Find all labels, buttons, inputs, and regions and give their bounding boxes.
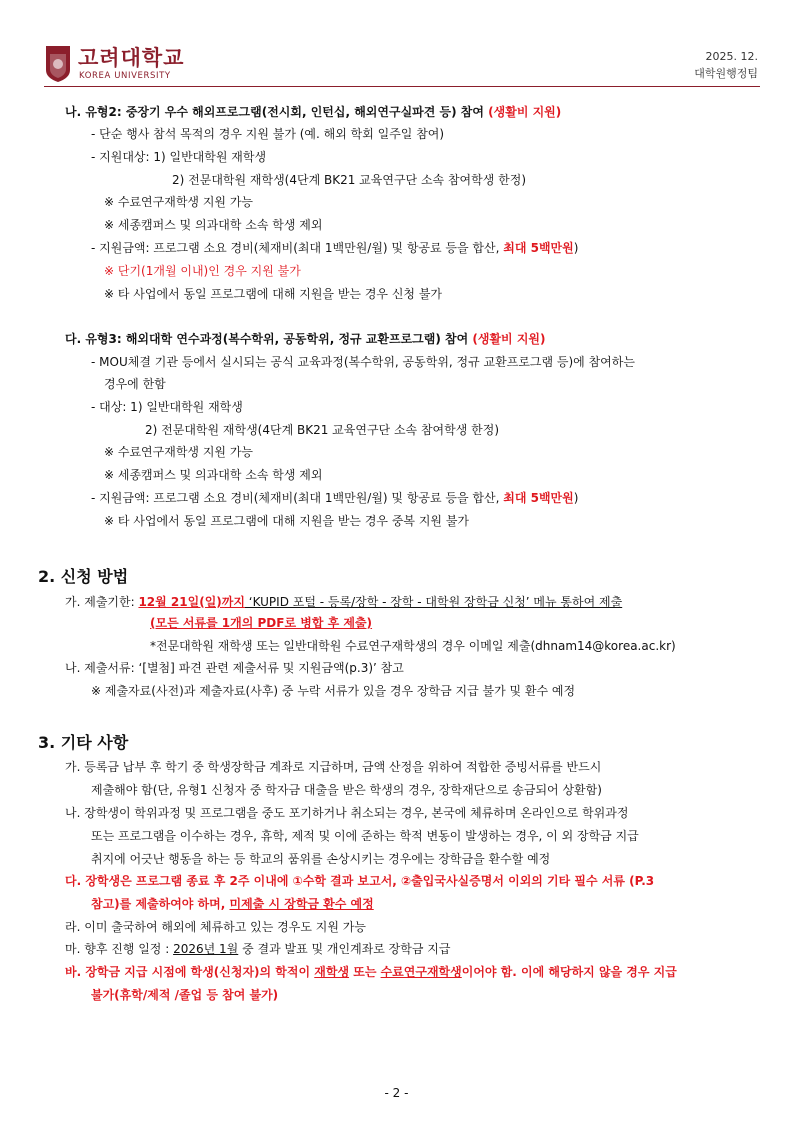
misc-item-e: 마. 향후 진행 일정 : 2026년 1월 중 결과 발표 및 개인계좌로 장학금 지급	[65, 942, 451, 956]
type3-note: ※ 세종캠퍼스 및 의과대학 소속 학생 제외	[104, 468, 323, 482]
type2-line: - 지원대상: 1) 일반대학원 재학생	[91, 150, 267, 164]
documents-line: 나. 제출서류: ‘[별첨] 파견 관련 제출서류 및 지원금액(p.3)’ 참고	[65, 661, 404, 675]
page-number: - 2 -	[384, 1086, 409, 1100]
email-submission-note: *전문대학원 재학생 또는 일반대학원 수료연구재학생의 경우 이메일 제출(dhnam14@korea.ac.kr)	[150, 639, 676, 653]
section-2-title: 2. 신청 방법	[38, 567, 129, 586]
type3-line: - 대상: 1) 일반대학원 재학생	[91, 400, 243, 414]
type3-heading: 다. 유형3: 해외대학 연수과정(복수학위, 공동학위, 정규 교환프로그램) 참여 (생활비 지원)	[65, 332, 546, 346]
type2-note: ※ 단기(1개월 이내)인 경우 지원 불가	[104, 264, 301, 278]
misc-item-a-cont: 제출해야 함(단, 유형1 신청자 중 학자금 대출을 받은 학생의 경우, 장학재단으로 송금되어 상환함)	[91, 783, 602, 797]
type3-note: ※ 수료연구재학생 지원 가능	[104, 445, 254, 459]
university-logo	[44, 44, 194, 84]
header-divider	[44, 86, 760, 87]
type2-note: ※ 타 사업에서 동일 프로그램에 대해 지원을 받는 경우 신청 불가	[104, 287, 443, 301]
pdf-merge-note: (모든 서류를 1개의 PDF로 병합 후 제출)	[150, 616, 373, 630]
misc-item-b-cont: 또는 프로그램을 이수하는 경우, 휴학, 제적 및 이에 준하는 학적 변동이 발생하는 경우, 이 외 장학금 지급	[91, 829, 639, 843]
documents-note: ※ 제출자료(사전)과 제출자료(사후) 중 누락 서류가 있을 경우 장학금 지급 불가 및 환수 예정	[91, 684, 576, 698]
misc-item-f: 바. 장학금 지급 시점에 학생(신청자)의 학적이 재학생 또는 수료연구재학생이어야 함. 이에 해당하지 않을 경우 지급	[65, 965, 677, 979]
type2-line: - 단순 행사 참석 목적의 경우 지원 불가 (예. 해외 학회 일주일 참여)	[91, 127, 445, 141]
type3-amount: - 지원금액: 프로그램 소요 경비(체재비(최대 1백만원/월) 및 항공료 등을 합산, 최대 5백만원)	[91, 491, 579, 505]
misc-item-d: 라. 이미 출국하여 해외에 체류하고 있는 경우도 지원 가능	[65, 920, 366, 934]
misc-item-a: 가. 등록금 납부 후 학기 중 학생장학금 계좌로 지급하며, 금액 산정을 위하여 적합한 증빙서류를 반드시	[65, 760, 602, 774]
university-seal-icon	[44, 44, 72, 84]
logo-korean-name: 고려대학교	[78, 46, 185, 70]
deadline-line: 가. 제출기한: 12월 21일(일)까지 ‘KUPID 포털 - 등록/장학 - 장학 - 대학원 장학금 신청’ 메뉴 통하여 제출	[65, 595, 623, 609]
type3-line: - MOU체결 기관 등에서 실시되는 공식 교육과정(복수학위, 공동학위, 정규 교환프로그램 등)에 참여하는	[91, 355, 635, 369]
misc-item-c-cont: 참고)를 제출하여야 하며, 미제출 시 장학금 환수 예정	[91, 897, 374, 911]
type3-line: 2) 전문대학원 재학생(4단계 BK21 교육연구단 소속 참여학생 한정)	[145, 423, 500, 437]
type2-note: ※ 세종캠퍼스 및 의과대학 소속 학생 제외	[104, 218, 323, 232]
type2-line: 2) 전문대학원 재학생(4단계 BK21 교육연구단 소속 참여학생 한정)	[172, 173, 527, 187]
type2-note: ※ 수료연구재학생 지원 가능	[104, 195, 254, 209]
misc-item-f-cont: 불가(휴학/제적 /졸업 등 참여 불가)	[91, 988, 279, 1002]
misc-item-b: 나. 장학생이 학위과정 및 프로그램을 중도 포기하거나 취소되는 경우, 본국에 체류하며 온라인으로 학위과정	[65, 806, 629, 820]
header-department: 대학원행정팀	[694, 67, 758, 80]
logo-english-name: KOREA UNIVERSITY	[79, 71, 171, 81]
type2-heading: 나. 유형2: 중장기 우수 해외프로그램(전시회, 인턴십, 해외연구실파견 등) 참여 (생활비 지원)	[65, 105, 562, 119]
header-date: 2025. 12.	[705, 50, 758, 63]
type3-line: 경우에 한함	[104, 377, 166, 391]
misc-item-c: 다. 장학생은 프로그램 종료 후 2주 이내에 ①수학 결과 보고서, ②출입국사실증명서 이외의 기타 필수 서류 (P.3	[65, 874, 655, 888]
type3-note: ※ 타 사업에서 동일 프로그램에 대해 지원을 받는 경우 중복 지원 불가	[104, 514, 469, 528]
type2-amount: - 지원금액: 프로그램 소요 경비(체재비(최대 1백만원/월) 및 항공료 등을 합산, 최대 5백만원)	[91, 241, 579, 255]
section-3-title: 3. 기타 사항	[38, 733, 129, 752]
misc-item-b-cont: 취지에 어긋난 행동을 하는 등 학교의 품위를 손상시키는 경우에는 장학금을 환수할 예정	[91, 852, 551, 866]
